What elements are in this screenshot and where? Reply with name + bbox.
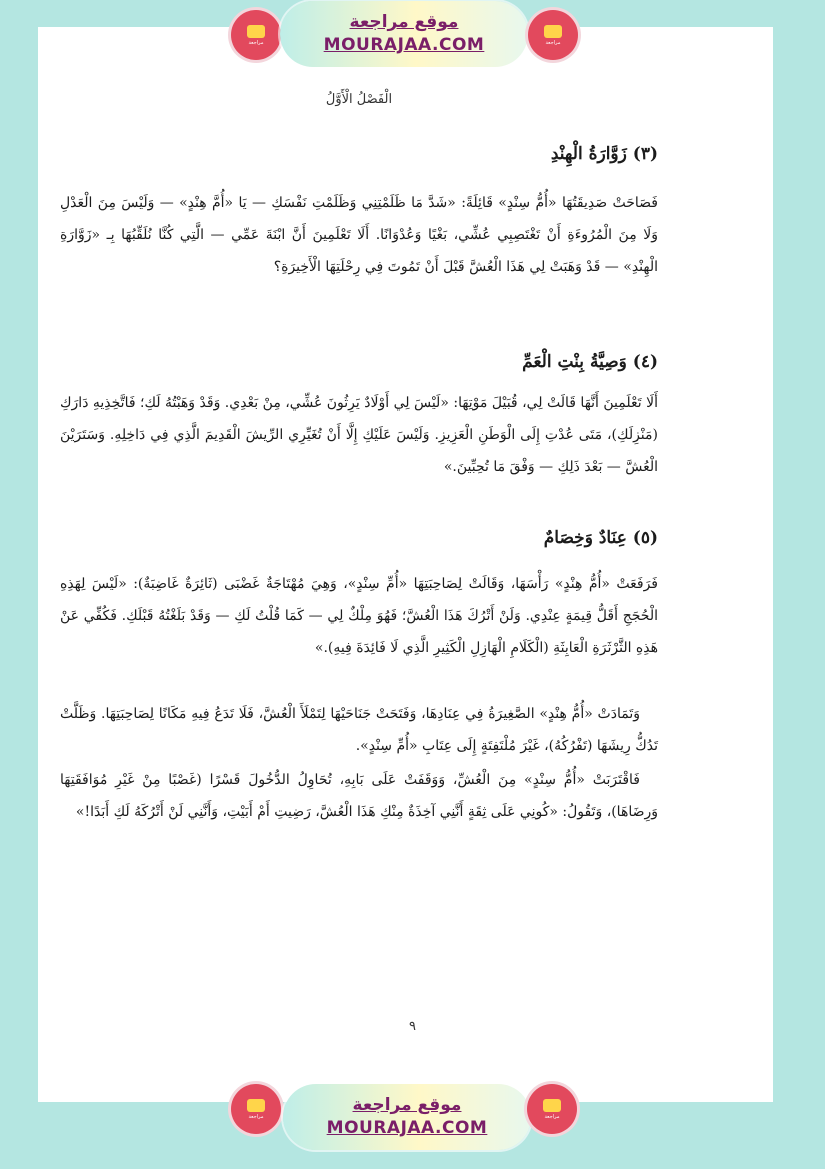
site-name-english[interactable]: MOURAJAA.COM — [326, 1118, 488, 1138]
site-link-bottom[interactable] — [283, 1084, 531, 1150]
site-link-top[interactable] — [280, 1, 528, 67]
logo-badge-left: مراجعة — [231, 10, 281, 60]
section-heading-3: (٣) زَوَّارَةُ الْهِنْدِ — [550, 144, 658, 164]
site-name-english[interactable]: MOURAJAA.COM — [323, 35, 485, 55]
logo-badge-left-bottom: مراجعة — [231, 1084, 281, 1134]
book-icon — [544, 25, 562, 38]
book-icon — [247, 1099, 265, 1112]
site-name-arabic[interactable]: موقع مراجعة — [352, 1095, 462, 1115]
section-heading-4: (٤) وَصِيَّةُ بِنْتِ الْعَمِّ — [522, 352, 658, 372]
section-4-paragraph: أَلَا تَعْلَمِينَ أَنَّهَا قَالَتْ لِي، قُبَيْلَ مَوْتِهَا: «لَيْسَ لِي أَوْلَادٌ يَرِثُونَ عُشِّي، مِنْ بَعْدِي. وَقَدْ وَهَبْتُهُ لَكِ؛ فَاتَّخِذِيهِ دَارَكِ (مَنْزِلَكِ)، مَتَى عُدْتِ إِلَى الْوَطَنِ الْعَزِيزِ. وَلَيْسَ عَلَيْكِ إِلَّا أَنْ تُغَيِّرِي الرِّيشَ الْقَدِيمَ الَّذِي فِي دَاخِلِهِ. وَسَتَرَيْنَ الْعُشَّ — بَعْدَ ذَلِكِ — وَفْقَ مَا تُحِبِّينَ.» — [60, 395, 658, 475]
section-3-paragraph: فَصَاحَتْ صَدِيقَتُهَا «أُمُّ سِنْدٍ» قَائِلَةً: «شَدَّ مَا ظَلَمْتِنِي وَظَلَمْتِ نَفْسَكِ — يَا «أُمَّ هِنْدٍ» — وَلَيْسَ مِنَ الْعَدْلِ وَلَا مِنَ الْمُرُوءَةِ أَنْ تَغْتَصِبِي عُشِّي، بَغْيًا وَعُدْوَانًا. أَلَا تَعْلَمِينَ أَنَّ ابْنَةَ عَمِّي — الَّتِي كُنَّا نُلَقِّبُهَا بِـ «زَوَّارَةِ الْهِنْدِ» — قَدْ وَهَبَتْ لِي هَذَا الْعُشَّ قَبْلَ أَنْ تَمُوتَ فِي رِحْلَتِهَا الْأَخِيرَةِ؟ — [60, 195, 658, 275]
section-5-paragraph-2: وَتَمَادَتْ «أُمُّ هِنْدٍ» الصَّغِيرَةُ فِي عِنَادِهَا، وَفَتَحَتْ جَنَاحَيْهَا لِتَمْلَأَ الْعُشَّ، فَلَا تَدَعُ فِيهِ مَكَانًا لِصَاحِبَتِهَا. وَظَلَّتْ تَدُكُّ رِيشَهَا (تَفْرُكُهُ)، غَيْرَ مُلْتَفِتَةٍ إِلَى عِتَابِ «أُمِّ سِنْدٍ». — [60, 706, 658, 754]
page-number: ٩ — [409, 1019, 416, 1034]
book-icon — [543, 1099, 561, 1112]
logo-badge-right: مراجعة — [528, 10, 578, 60]
chapter-title: الْفَصْلُ الْأَوَّلُ — [325, 92, 393, 107]
site-name-arabic[interactable]: موقع مراجعة — [349, 12, 459, 32]
section-heading-5: (٥) عِنَادٌ وَخِصَامٌ — [543, 528, 658, 548]
logo-badge-right-bottom: مراجعة — [527, 1084, 577, 1134]
book-icon — [247, 25, 265, 38]
section-5-paragraph-3: فَاقْتَرَبَتْ «أُمُّ سِنْدٍ» مِنَ الْعُشِّ، وَوَقَفَتْ عَلَى بَابِهِ، تُحَاوِلُ الدُّخُولَ قَسْرًا (غَصْبًا مِنْ غَيْرِ مُوَافَقَتِهَا وَرِضَاهَا)، وَتَقُولُ: «كُونِي عَلَى ثِقَةٍ أَنَّنِي آخِذَةٌ مِنْكِ هَذَا الْعُشَّ، رَضِيتِ أَمْ أَبَيْتِ، وَأَنَّنِي لَنْ أَتْرُكَهُ لَكِ أَبَدًا!» — [60, 772, 658, 820]
section-5-paragraph-1: فَرَفَعَتْ «أُمُّ هِنْدٍ» رَأْسَهَا، وَقَالَتْ لِصَاحِبَتِهَا «أُمِّ سِنْدٍ»، وَهِيَ مُهْتَاجَةٌ غَضْبَى (ثَائِرَةٌ غَاضِبَةٌ): «لَيْسَ لِهَذِهِ الْحُجَجِ أَقَلُّ قِيمَةٍ عِنْدِي. وَلَنْ أَتْرُكَ هَذَا الْعُشَّ؛ فَهُوَ مِلْكٌ لِي — كَمَا قُلْتُ لَكِ — وَقَدْ بَلَغْتُهُ قَبْلَكِ. فَكُفِّي عَنْ هَذِهِ الثَّرْثَرَةِ الْعَابِثَةِ (الْكَلَامِ الْهَازِلِ الْكَثِيرِ الَّذِي لَا فَائِدَةَ فِيهِ).» — [60, 576, 659, 656]
